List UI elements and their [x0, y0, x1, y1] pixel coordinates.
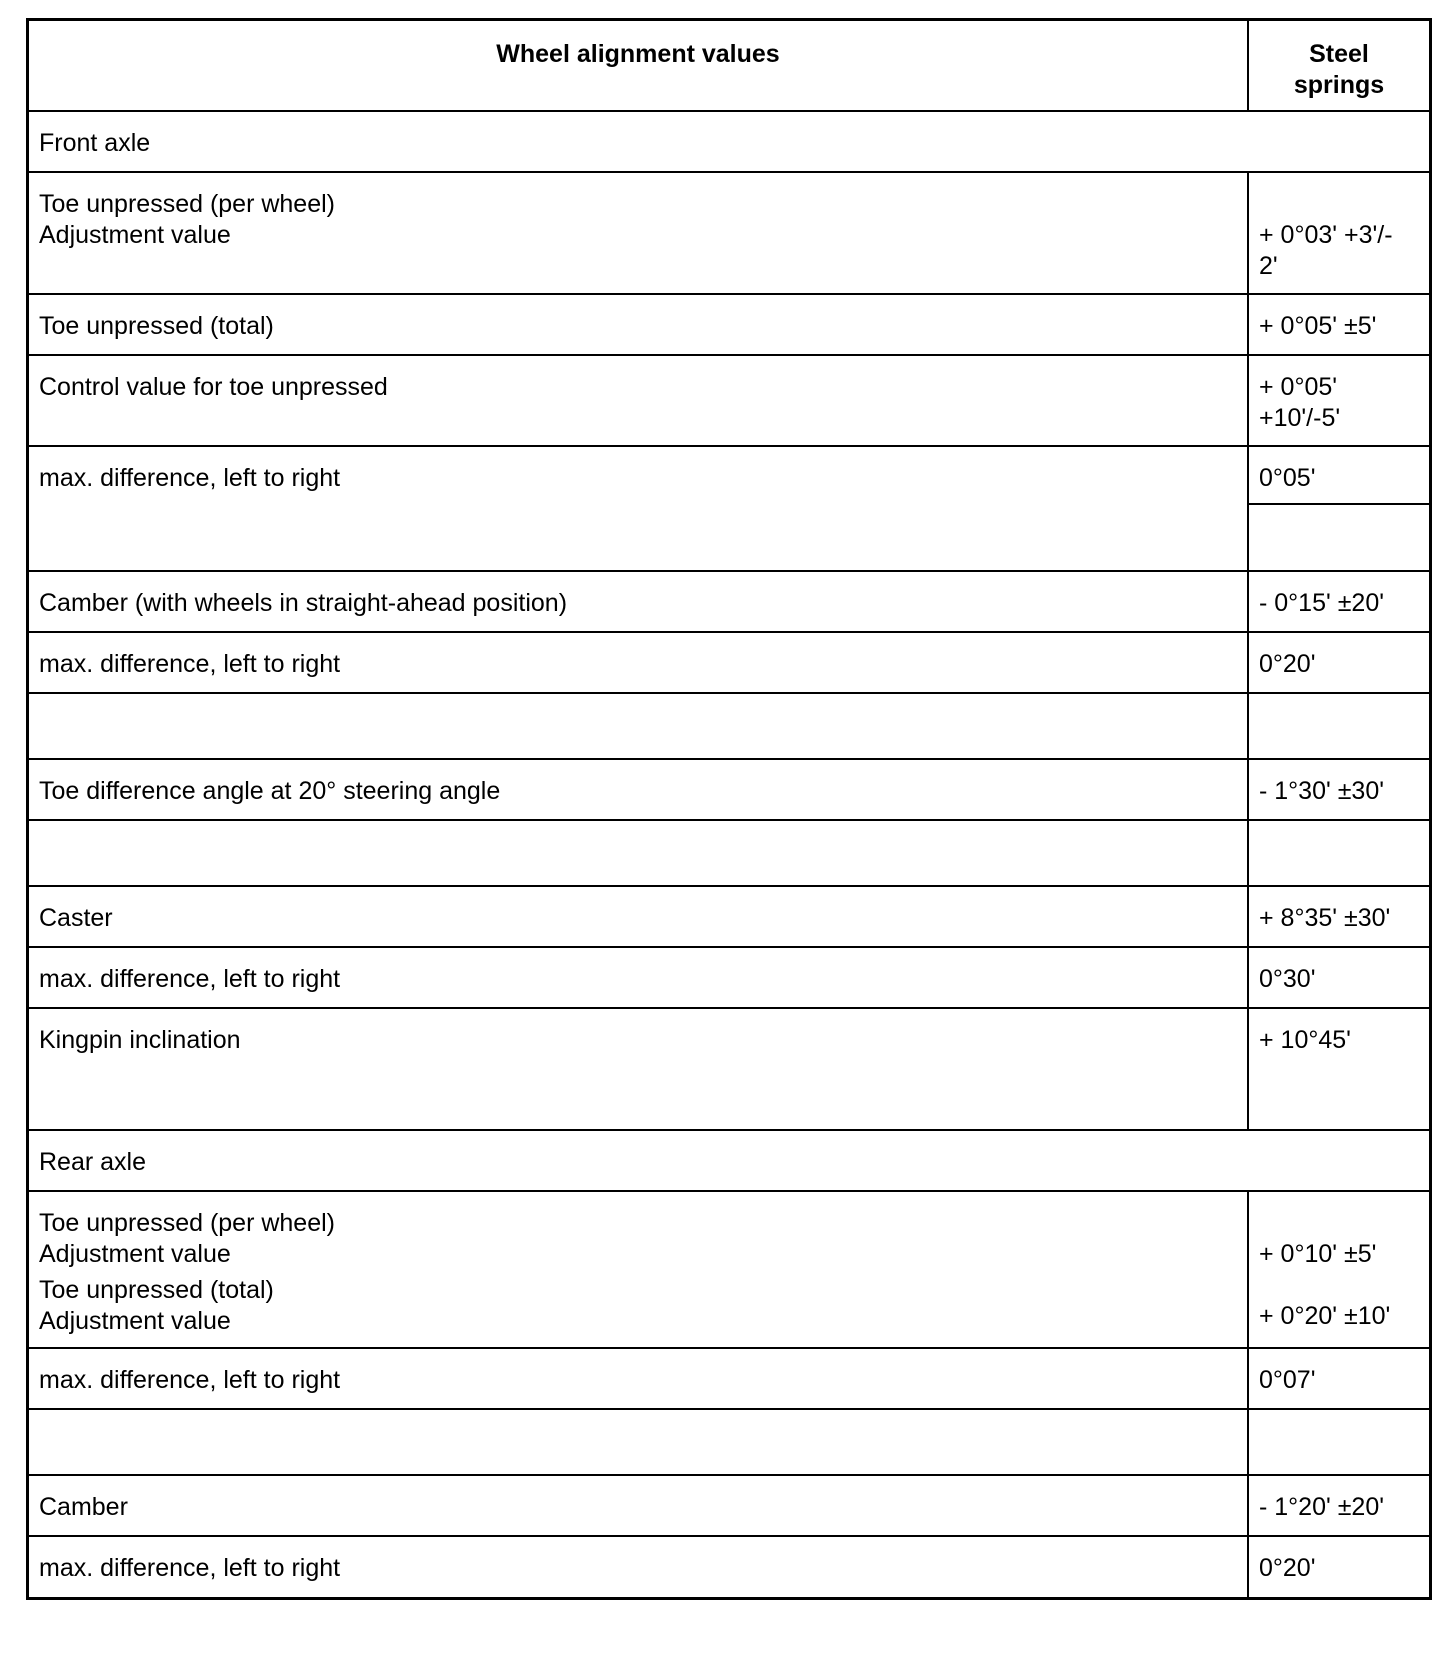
table-row — [29, 571, 1429, 632]
header-steel-springs-line1: Steel — [1309, 40, 1369, 68]
value-rear-toe-per-wheel: + 0°10' ±5' — [1259, 1240, 1377, 1268]
section-row-rear-axle — [29, 1130, 1429, 1191]
value-rear-toe-total: + 0°20' ±10' — [1259, 1302, 1391, 1330]
value-front-caster: + 8°35' ±30' — [1248, 886, 1429, 947]
label-front-kingpin-inclination: Kingpin inclination — [29, 1008, 1248, 1130]
label-line: Adjustment value — [39, 1307, 231, 1335]
value-line: 2' — [1259, 252, 1278, 280]
value-front-toe-difference-angle: - 1°30' ±30' — [1248, 759, 1429, 820]
label-front-toe-difference-angle: Toe difference angle at 20° steering angle — [29, 759, 1248, 820]
value-front-toe-per-wheel — [1248, 172, 1429, 294]
label-front-camber: Camber (with wheels in straight-ahead position) — [29, 571, 1248, 632]
empty-row — [29, 820, 1429, 886]
value-front-control-value — [1248, 355, 1429, 446]
label-rear-camber: Camber — [29, 1475, 1248, 1536]
section-label-rear-axle: Rear axle — [29, 1130, 1429, 1191]
table-row — [29, 172, 1429, 294]
value-line: + 0°03' +3'/- — [1259, 221, 1393, 249]
table-row — [29, 1536, 1429, 1597]
value-front-toe-max-diff: 0°05' — [1249, 447, 1429, 505]
table-row — [29, 355, 1429, 446]
table-row — [29, 886, 1429, 947]
value-front-caster-max-diff: 0°30' — [1248, 947, 1429, 1008]
header-steel-springs-line2: springs — [1293, 71, 1385, 99]
label-front-caster-max-diff: max. difference, left to right — [29, 947, 1248, 1008]
section-row-front-axle — [29, 111, 1429, 172]
label-line: Toe unpressed (per wheel) — [39, 1209, 335, 1237]
wheel-alignment-table — [29, 21, 1429, 1597]
table-row — [29, 1008, 1429, 1130]
value-front-camber-max-diff: 0°20' — [1248, 632, 1429, 693]
empty-cell — [29, 1409, 1248, 1475]
label-rear-toe — [29, 1191, 1248, 1348]
table-row — [29, 1475, 1429, 1536]
table-row — [29, 294, 1429, 355]
table-row — [29, 1191, 1429, 1348]
value-line: +10'/-5' — [1259, 404, 1341, 432]
label-front-control-value: Control value for toe unpressed — [29, 355, 1248, 446]
label-front-toe-max-diff: max. difference, left to right — [29, 446, 1248, 571]
empty-cell — [29, 693, 1248, 759]
table-row — [29, 446, 1429, 571]
value-front-camber: - 0°15' ±20' — [1248, 571, 1429, 632]
table-header-row — [29, 21, 1429, 111]
value-front-toe-total: + 0°05' ±5' — [1248, 294, 1429, 355]
value-rear-camber-max-diff: 0°20' — [1248, 1536, 1429, 1597]
table-row — [29, 632, 1429, 693]
label-front-toe-total: Toe unpressed (total) — [29, 294, 1248, 355]
header-steel-springs — [1248, 21, 1429, 111]
value-front-kingpin-inclination: + 10°45' — [1248, 1008, 1429, 1130]
label-rear-toe-max-diff: max. difference, left to right — [29, 1348, 1248, 1409]
label-line: Toe unpressed (total) — [39, 1276, 274, 1304]
wheel-alignment-table-frame — [26, 18, 1432, 1600]
empty-row — [29, 693, 1429, 759]
empty-cell — [1248, 1409, 1429, 1475]
table-row — [29, 1348, 1429, 1409]
label-front-camber-max-diff: max. difference, left to right — [29, 632, 1248, 693]
value-front-toe-max-diff-cell — [1248, 446, 1429, 571]
value-rear-camber: - 1°20' ±20' — [1248, 1475, 1429, 1536]
label-front-toe-per-wheel — [29, 172, 1248, 294]
table-row — [29, 759, 1429, 820]
label-line: Toe unpressed (per wheel) — [39, 190, 335, 218]
empty-cell — [1248, 693, 1429, 759]
table-row — [29, 947, 1429, 1008]
header-wheel-alignment-values: Wheel alignment values — [29, 21, 1248, 111]
label-front-caster: Caster — [29, 886, 1248, 947]
empty-cell — [1249, 505, 1429, 569]
value-rear-toe-max-diff: 0°07' — [1248, 1348, 1429, 1409]
section-label-front-axle: Front axle — [29, 111, 1429, 172]
label-rear-camber-max-diff: max. difference, left to right — [29, 1536, 1248, 1597]
empty-cell — [29, 820, 1248, 886]
empty-cell — [1248, 820, 1429, 886]
empty-row — [29, 1409, 1429, 1475]
value-rear-toe — [1248, 1191, 1429, 1348]
label-line: Adjustment value — [39, 221, 231, 249]
label-line: Adjustment value — [39, 1240, 231, 1268]
value-line: + 0°05' — [1259, 373, 1338, 401]
